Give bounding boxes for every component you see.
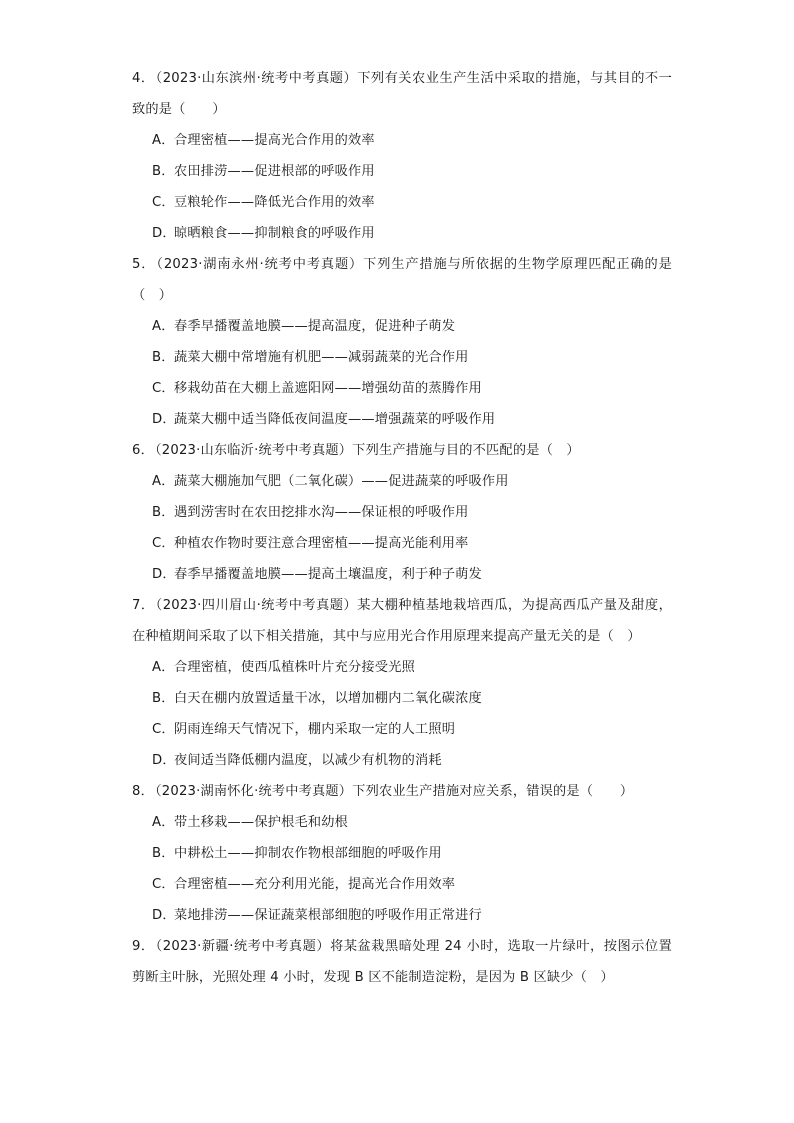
question-7 — [132, 590, 672, 776]
question-stem — [132, 776, 672, 807]
question-stem — [132, 435, 672, 466]
option-letter: C． — [152, 536, 175, 551]
question-number: 7． — [132, 598, 155, 613]
option-letter: A． — [152, 660, 175, 675]
question-number: 9． — [132, 939, 155, 954]
option-letter: C． — [152, 722, 175, 737]
question-number: 4． — [132, 71, 155, 86]
answer-option — [132, 714, 672, 745]
question-4 — [132, 63, 672, 249]
question-number: 6． — [132, 443, 154, 458]
option-letter: D． — [152, 226, 176, 241]
answer-option — [132, 900, 672, 931]
question-9 — [132, 931, 672, 993]
question-stem — [132, 590, 672, 652]
option-text: 中耕松土——抑制农作物根部细胞的呼吸作用 — [174, 846, 442, 861]
option-letter: D． — [152, 753, 176, 768]
answer-option — [132, 466, 672, 497]
question-text: （2023·湖南怀化·统考中考真题）下列农业生产措施对应关系，错误的是（ ） — [154, 784, 634, 799]
answer-option — [132, 745, 672, 776]
option-letter: A． — [152, 319, 175, 334]
question-number: 8． — [132, 784, 154, 799]
option-text: 蔬菜大棚施加气肥（二氧化碳）——促进蔬菜的呼吸作用 — [174, 474, 509, 489]
answer-option — [132, 838, 672, 869]
option-letter: A． — [152, 133, 175, 148]
question-5 — [132, 249, 672, 435]
option-letter: D． — [152, 412, 176, 427]
answer-option — [132, 528, 672, 559]
answer-option — [132, 373, 672, 404]
option-text: 合理密植——充分利用光能，提高光合作用效率 — [174, 877, 456, 892]
option-text: 蔬菜大棚中常增施有机肥——减弱蔬菜的光合作用 — [174, 350, 469, 365]
option-letter: B． — [152, 691, 175, 706]
question-6 — [132, 435, 672, 590]
answer-option — [132, 869, 672, 900]
option-text: 农田排涝——促进根部的呼吸作用 — [174, 164, 375, 179]
answer-option — [132, 187, 672, 218]
question-text: （2023·山东临沂·统考中考真题）下列生产措施与目的不匹配的是（ ） — [154, 443, 580, 458]
option-letter: C． — [152, 381, 175, 396]
answer-option — [132, 404, 672, 435]
question-text: （2023·四川眉山·统考中考真题）某大棚种植基地栽培西瓜，为提高西瓜产量及甜度，在种植期间采取了以下相关措施，其中与应用光合作用原理来提高产量无关的是（ ） — [132, 598, 672, 644]
option-letter: A． — [152, 474, 175, 489]
option-text: 遇到涝害时在农田挖排水沟——保证根的呼吸作用 — [174, 505, 469, 520]
option-letter: B． — [152, 505, 175, 520]
option-text: 移栽幼苗在大棚上盖遮阳网——增强幼苗的蒸腾作用 — [174, 381, 482, 396]
answer-option — [132, 497, 672, 528]
question-list — [132, 63, 672, 993]
question-text: （2023·新疆·统考中考真题）将某盆栽黑暗处理 24 小时，选取一片绿叶，按图示位置剪断主叶脉，光照处理 4 小时，发现 B 区不能制造淀粉，是因为 B 区缺少（ ） — [132, 939, 672, 985]
question-text: （2023·山东滨州·统考中考真题）下列有关农业生产生活中采取的措施，与其目的不一致的是（ ） — [132, 71, 672, 117]
option-letter: C． — [152, 195, 175, 210]
option-text: 春季早播覆盖地膜——提高温度，促进种子萌发 — [174, 319, 456, 334]
answer-option — [132, 311, 672, 342]
question-stem — [132, 931, 672, 993]
option-text: 晾晒粮食——抑制粮食的呼吸作用 — [174, 226, 375, 241]
option-text: 豆粮轮作——降低光合作用的效率 — [174, 195, 375, 210]
answer-option — [132, 342, 672, 373]
answer-option — [132, 218, 672, 249]
option-text: 合理密植，使西瓜植株叶片充分接受光照 — [174, 660, 415, 675]
answer-option — [132, 683, 672, 714]
answer-option — [132, 156, 672, 187]
answer-option — [132, 652, 672, 683]
option-text: 合理密植——提高光合作用的效率 — [174, 133, 375, 148]
option-text: 春季早播覆盖地膜——提高土壤温度，利于种子萌发 — [174, 567, 482, 582]
option-text: 蔬菜大棚中适当降低夜间温度——增强蔬菜的呼吸作用 — [174, 412, 496, 427]
answer-option — [132, 559, 672, 590]
option-text: 阴雨连绵天气情况下，棚内采取一定的人工照明 — [174, 722, 456, 737]
option-letter: D． — [152, 567, 176, 582]
question-stem — [132, 63, 672, 125]
answer-option — [132, 807, 672, 838]
option-text: 带土移栽——保护根毛和幼根 — [174, 815, 349, 830]
option-letter: B． — [152, 846, 175, 861]
option-letter: D． — [152, 908, 176, 923]
option-letter: A． — [152, 815, 175, 830]
option-letter: B． — [152, 350, 175, 365]
question-stem — [132, 249, 672, 311]
option-text: 菜地排涝——保证蔬菜根部细胞的呼吸作用正常进行 — [174, 908, 482, 923]
option-text: 白天在棚内放置适量干冰，以增加棚内二氧化碳浓度 — [174, 691, 482, 706]
option-text: 种植农作物时要注意合理密植——提高光能利用率 — [174, 536, 469, 551]
question-text: （2023·湖南永州·统考中考真题）下列生产措施与所依据的生物学原理匹配正确的是（ ） — [132, 257, 673, 303]
option-text: 夜间适当降低棚内温度，以减少有机物的消耗 — [174, 753, 442, 768]
question-8 — [132, 776, 672, 931]
option-letter: B． — [152, 164, 175, 179]
question-number: 5． — [132, 257, 156, 272]
answer-option — [132, 125, 672, 156]
option-letter: C． — [152, 877, 175, 892]
